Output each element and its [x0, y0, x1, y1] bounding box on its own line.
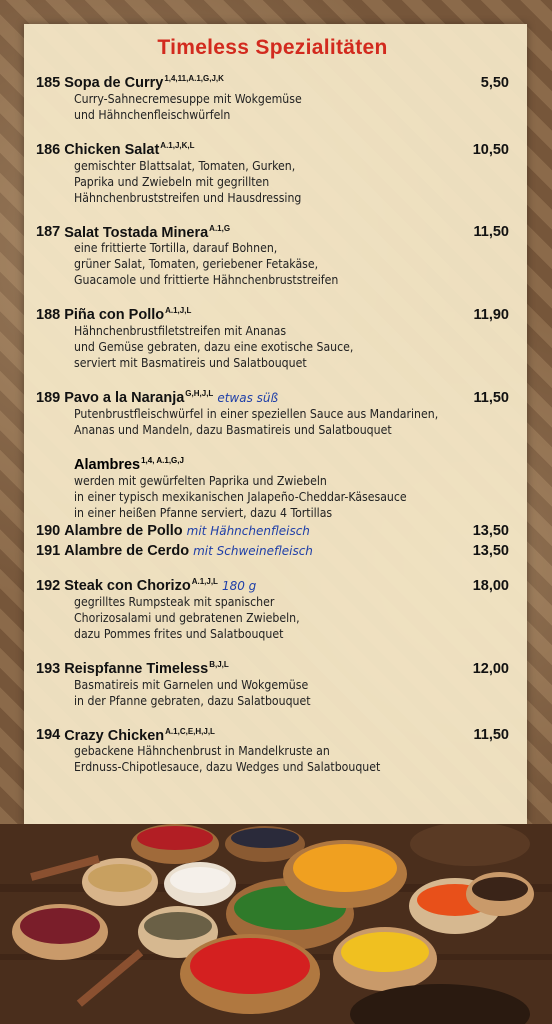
- item-header: [36, 660, 509, 677]
- item-name: Salat Tostada Minera: [64, 224, 209, 241]
- item-name: Chicken Salat: [64, 141, 160, 158]
- item-price: 10,50: [472, 141, 509, 158]
- item-price: 11,50: [473, 727, 509, 744]
- alambres-desc-line: in einer typisch mexikanischen Jalapeño-Cheddar-Käsesauce: [74, 489, 407, 504]
- item-price: 11,90: [473, 307, 509, 324]
- menu-item-189: [36, 389, 509, 438]
- item-name: Steak con Chorizo: [64, 577, 191, 594]
- menu-items-bottom: [36, 577, 509, 775]
- menu-item-192: [36, 577, 509, 642]
- item-header: [36, 577, 509, 594]
- item-desc-line: Ananas und Mandeln, dazu Basmatireis und Salatbouquet: [74, 423, 392, 438]
- item-header: [36, 306, 509, 323]
- alambres-heading: [74, 456, 509, 473]
- alambres-description: [74, 473, 509, 521]
- item-allergens: 1,4,11,A.1,G,J,K: [164, 74, 224, 83]
- item-desc-line: eine frittierte Tortilla, darauf Bohnen,: [74, 241, 278, 256]
- menu-items-top: [36, 74, 509, 438]
- item-desc-line: gebackene Hähnchenbrust in Mandelkruste an: [74, 744, 330, 759]
- item-description: [74, 594, 509, 642]
- item-header: [36, 74, 509, 91]
- item-allergens: G,H,J,L: [185, 389, 214, 399]
- item-note: 180 g: [221, 578, 257, 593]
- item-description: [74, 158, 509, 206]
- item-number: 191: [36, 542, 61, 559]
- item-price: 5,50: [480, 74, 509, 91]
- menu-item-190: [36, 523, 509, 539]
- alambres-desc-line: werden mit gewürfelten Paprika und Zwiebeln: [74, 473, 327, 488]
- item-number: 194: [36, 727, 61, 744]
- item-allergens: A.1,J,K,L: [160, 140, 195, 150]
- item-name: Alambre de Cerdo: [64, 542, 190, 559]
- item-name: Piña con Pollo: [64, 307, 165, 324]
- item-desc-line: dazu Pommes frites und Salatbouquet: [74, 626, 284, 641]
- item-allergens: B,J,L: [209, 659, 229, 669]
- alambres-allergens: 1,4, A.1,G,J: [141, 456, 184, 466]
- item-description: [74, 743, 509, 775]
- item-desc-line: grüner Salat, Tomaten, geriebener Fetakäse,: [74, 257, 319, 272]
- item-desc-line: und Hähnchenfleischwürfeln: [74, 107, 231, 122]
- item-desc-line: Paprika und Zwiebeln mit gegrillten: [74, 174, 270, 189]
- item-allergens: A.1,G: [209, 223, 231, 233]
- item-number: 188: [36, 307, 61, 324]
- item-desc-line: Basmatireis mit Garnelen und Wokgemüse: [74, 677, 309, 692]
- item-note: mit Schweinefleisch: [193, 543, 313, 558]
- menu-item-187: [36, 224, 509, 289]
- item-number: 186: [36, 141, 61, 158]
- item-desc-line: und Gemüse gebraten, dazu eine exotische Sauce,: [74, 340, 354, 355]
- item-price: 12,00: [472, 660, 509, 677]
- item-desc-line: in der Pfanne gebraten, dazu Salatbouquet: [74, 693, 311, 708]
- item-name: Sopa de Curry: [64, 74, 164, 91]
- item-name: Pavo a la Naranja: [64, 390, 185, 407]
- menu-item-194: [36, 727, 509, 776]
- item-name: Alambre de Pollo: [64, 522, 183, 539]
- item-header: [36, 224, 509, 241]
- item-desc-line: Hähnchenbruststreifen und Hausdressing: [74, 190, 302, 205]
- spices-photo: [0, 824, 552, 1024]
- item-note: etwas süß: [217, 391, 279, 406]
- item-desc-line: Curry-Sahnecremesuppe mit Wokgemüse: [74, 91, 302, 106]
- item-description: [74, 677, 509, 709]
- item-desc-line: Guacamole und frittierte Hähnchenbruststreifen: [74, 273, 339, 288]
- item-desc-line: Hähnchenbrustfiletstreifen mit Ananas: [74, 324, 287, 339]
- item-price: 18,00: [472, 577, 509, 594]
- alambres-name: Alambres: [74, 456, 141, 473]
- item-number: 187: [36, 224, 61, 241]
- item-desc-line: Putenbrustfleischwürfel in einer speziellen Sauce aus Mandarinen,: [74, 407, 439, 422]
- item-description: [74, 91, 509, 123]
- item-description: [74, 323, 509, 371]
- item-description: [74, 406, 509, 438]
- item-header: [36, 727, 509, 744]
- menu-item-193: [36, 660, 509, 709]
- item-header: [36, 389, 509, 406]
- item-price: 13,50: [472, 522, 509, 539]
- menu-title: Timeless Spezialitäten: [157, 36, 388, 59]
- item-number: 190: [36, 522, 61, 539]
- alambres-desc-line: in einer heißen Pfanne serviert, dazu 4 Tortillas: [74, 505, 333, 520]
- item-price: 11,50: [473, 390, 509, 407]
- item-name: Reispfanne Timeless: [64, 660, 209, 677]
- item-number: 192: [36, 577, 61, 594]
- item-allergens: A.1,J,L: [191, 576, 218, 586]
- item-desc-line: Chorizosalami und gebratenen Zwiebeln,: [74, 610, 300, 625]
- item-allergens: A.1,J,L: [165, 306, 192, 316]
- menu-item-191: [36, 543, 509, 559]
- menu-item-188: [36, 306, 509, 371]
- menu-item-185: [36, 74, 509, 123]
- item-desc-line: Erdnuss-Chipotlesauce, dazu Wedges und Salatbouquet: [74, 760, 381, 775]
- item-allergens: A.1,C,E,H,J,L: [165, 726, 215, 736]
- item-number: 189: [36, 390, 61, 407]
- item-description: [74, 240, 509, 288]
- item-note: mit Hähnchenfleisch: [186, 523, 310, 538]
- item-number: 193: [36, 660, 61, 677]
- menu-panel: [24, 24, 527, 824]
- menu-item-186: [36, 141, 509, 206]
- item-desc-line: gegrilltes Rumpsteak mit spanischer: [74, 594, 275, 609]
- item-header: [36, 141, 509, 158]
- alambres-group: [36, 456, 509, 559]
- item-price: 11,50: [473, 224, 509, 241]
- item-name: Crazy Chicken: [64, 727, 165, 744]
- spice-bowls-illustration: [0, 824, 552, 1024]
- item-desc-line: serviert mit Basmatireis und Salatbouquet: [74, 356, 307, 371]
- item-desc-line: gemischter Blattsalat, Tomaten, Gurken,: [74, 158, 296, 173]
- item-price: 13,50: [472, 542, 509, 559]
- item-number: 185: [36, 74, 61, 91]
